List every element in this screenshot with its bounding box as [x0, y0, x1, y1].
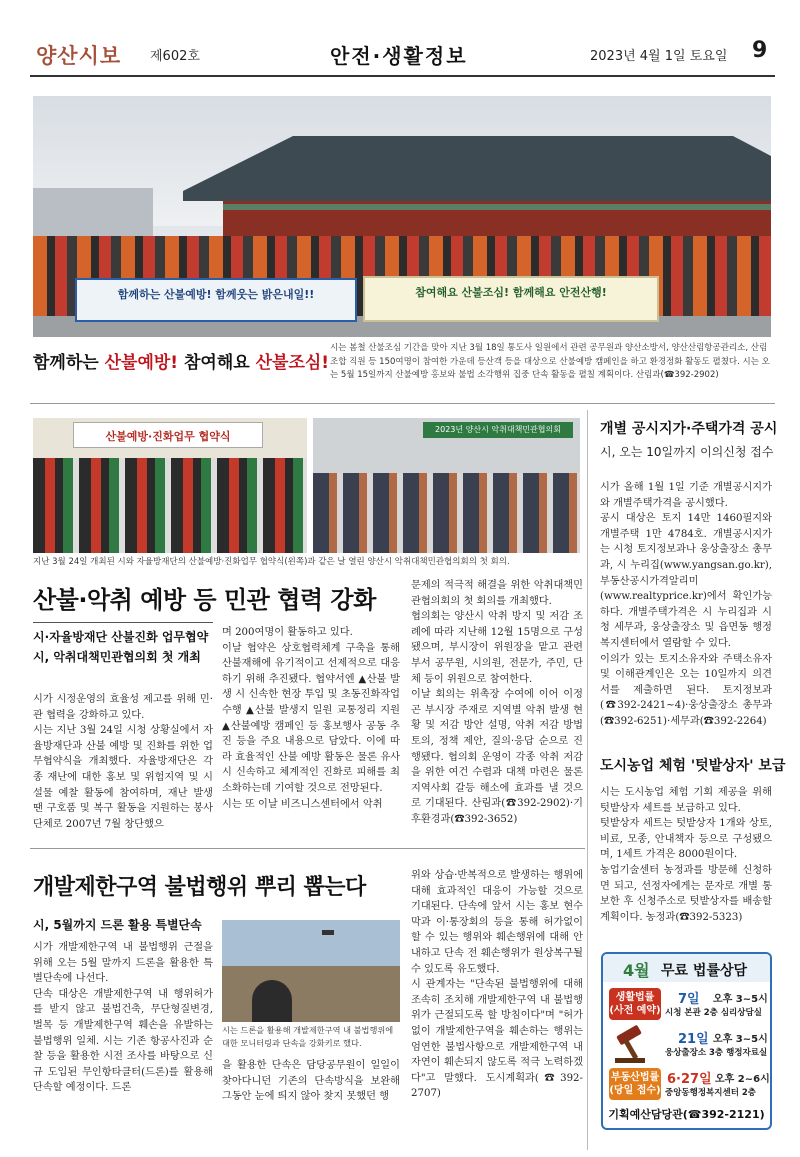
article2-col3: 위와 상습·반복적으로 발생하는 행위에 대해 효과적인 대응이 가능할 것으로 기대된다. 단속에 앞서 시는 홍보 현수막과 이·통장회의 등을 통해 허가없이 할 수 있는 행위와 훼손행위에 대해 안내하고 단속 전 훼손행위가 원상복구될 수 있도록 유도했다. 시 관계자는 "단속된 불법행위에 대해 조속히 조치해 개발제한구역 내 불법행위가 근절되도록 할 방침이다"며 "허가없이 개발제한구역을 훼손하는 행위는 엄연한 불법사항으로 개발제한구역 내 자연이 훼손되지 않도록 적극 노력하겠다"고 말했다. 도시계획과(☎392-2707): [411, 870, 583, 1100]
campaign-photo: [33, 96, 771, 337]
article2-col1: 시가 개발제한구역 내 불법행위 근절을 위해 오는 5월 말까지 드론을 활용한 특별단속에 나선다. 단속 대상은 개발제한구역 내 행위허가를 받지 않고 불법건축, 무단형질변경, 벌목 등 개발제한구역 훼손을 유발하는 불법행위 일체. 시는 기존 항공사진과 순찰 등을 활용한 시전 조사를 바탕으로 신규 도입된 무인항타클터(드론)를 활용해 단속할 예정이다. 드론: [33, 942, 213, 1094]
legal-tag-life: 생활법률 (사전 예약): [609, 988, 661, 1020]
article1-col3: 문제의 적극적 해결을 위한 악취대책민관협의회의 첫 회의를 개최했다. 협의회는 양산시 악취 방지 및 저감 조례에 따라 지난해 12월 15명으로 구성됐으며, 부시장이 위원장을 맡고 관련 부서 공무원, 시의원, 전문가, 주민, 단체 등이 위원으로 참여한다. 이날 회의는 위촉장 수여에 이어 이정곤 부시장 주재로 지역별 악취 발생 현황 및 저감 방안 설명, 악취 저감 방법 토의, 정책 제안, 질의·응답 순으로 진행됐다. 협의회 운영이 각종 악취 저감을 위한 여건 수렴과 대책 마련은 물론 지역사회 갈등 해소에 효과를 낼 것으로 기대된다. 산림과(☎392-2902)·기후환경과(☎392-3652): [411, 580, 583, 825]
article2-title: 개발제한구역 불법행위 뿌리 뽑는다: [33, 875, 366, 900]
issue-date: 2023년 4월 1일 토요일: [590, 49, 728, 64]
article2-subtitle: 시, 5월까지 드론 활용 특별단속: [33, 918, 202, 932]
newspaper-logo: 양산시보: [36, 43, 122, 68]
banner-left: 함께하는 산불예방! 함께웃는 밝은내일!!: [75, 278, 357, 322]
section-title: 안전·생활정보: [330, 44, 468, 68]
odor-meeting-photo: 2023년 양산시 악취대책민관협의회: [313, 418, 580, 553]
mid-photo-caption: 지난 3월 24일 개최된 시와 자율방재단의 산불예방·진화업무 협약식(왼쪽)과 같은 날 열린 양산시 악취대책민관협의회의 첫 회의.: [33, 557, 510, 567]
legal-title: 무료 법률상담: [661, 963, 748, 979]
article2-col2: 을 활용한 단속은 담당공무원이 일일이 찾아다니던 기존의 단속방식을 보완해 그동안 눈에 띄지 않아 찾지 못했던 행: [222, 1060, 400, 1103]
mou-photo: 산불예방·진화업무 협약식: [33, 418, 307, 553]
side1-body: 시가 올해 1월 1일 기준 개별공시지가와 개별주택가격을 공시했다. 공시 대상은 토지 14만 1460필지와 개별주택 1만 4784호. 개별공시지가는 시청 토지정보과나 웅상출장소 총무과, 시 누리집(www.yangsan.go.kr), 부동산공시가격알리미(www.realtyprice.kr)에서 확인가능하다. 개별주택가격은 시 누리집과 시청 세무과, 웅상출장소 및 읍면동 행정복지센터에서 열람할 수 있다. 이의가 있는 토지소유자와 주택소유자 및 이해관계인은 오는 10일까지 의견서를 제출하면 된다. 토지정보과(☎392-2421~4)·웅상출장소 총무과(☎392-6251)·세무과(☎392-2264): [600, 482, 772, 727]
legal-consultation-box: 4월 무료 법률상담 생활법률 (사전 예약) 7일 오후 3~5시 시청 본관 2층 심리상담실 21일 오후 3~5시 웅상출장소 3층 행정자료실 부동산법률 (당일 접수) 6·27일 오후 2~6시 중앙동행정복지센터 2층 기획예산담당관(☎392-2121): [601, 952, 772, 1130]
article1-subtitle-1: 시·자율방재단 산불진화 업무협약: [33, 630, 209, 644]
issue-number: 제602호: [150, 49, 200, 64]
drone-photo: [222, 920, 400, 1022]
header-rule: [30, 75, 775, 77]
legal-tag-realestate: 부동산법률 (당일 접수): [609, 1068, 661, 1100]
drone-caption: 시는 드론을 활용해 개발제한구역 내 불법행위에 대한 모니터링과 단속을 강화키로 했다.: [222, 1025, 394, 1048]
banner-right: 참여해요 산불조심! 함께해요 안전산행!: [363, 276, 659, 322]
side2-body: 시는 도시농업 체험 기회 제공을 위해 텃밭상자 세트를 보급하고 있다. 텃밭상자 세트는 텃밭상자 1개와 상토, 비료, 모종, 안내책자 등으로 구성됐으며, 1세트 가격은 8000원이다. 농업기술센터 농정과를 방문해 신청하면 되고, 선정자에게는 문자로 개별 통보한 후 신청주소로 텃밭상자를 배송할 계획이다. 농정과(☎392-5323): [600, 787, 772, 923]
page-number: 9: [752, 38, 768, 63]
photo-caption: 시는 봄철 산불조심 기간을 맞아 지난 3월 18일 통도사 일원에서 관련 공무원과 양산소방서, 양산산림항공관리소, 산림조합 직원 등 150여명이 참여한 가운데 등산객 등을 대상으로 산불예방 캠페인을 하고 환경정화 활동도 펼쳤다. 시는 오는 5월 15일까지 산불예방 홍보와 불법 소각행위 집중 단속 활동을 펼칠 계획이다. 산림과(☎392-2902): [330, 343, 770, 380]
side1-subtitle: 시, 오는 10일까지 이의신청 접수: [600, 445, 774, 459]
side1-title: 개별 공시지가·주택가격 공시: [600, 421, 778, 437]
legal-month: 4월: [623, 961, 650, 980]
article1-subtitle-2: 시, 악취대책민관협의회 첫 개최: [33, 650, 201, 664]
photo-headline: 함께하는 산불예방! 참여해요 산불조심!: [33, 353, 330, 373]
article1-title: 산불·악취 예방 등 민관 협력 강화: [33, 586, 376, 614]
article1-col1: 시가 시정운영의 효율성 제고를 위해 민·관 협력을 강화하고 있다. 시는 지난 3월 24일 시청 상황실에서 자율방재단과 산불 예방 및 진화를 위한 업무협약식을 개최했다. 자율방재단은 각종 재난에 대한 홍보 및 위험지역 및 시설물 예찰 활동에 참여하며, 재난 발생 땐 구호품 및 복구 활동을 지원하는 봉사단체로 2007년 7월 창단했으: [33, 694, 213, 830]
gavel-icon: [613, 1024, 653, 1064]
article1-col2: 며 200여명이 활동하고 있다. 이날 협약은 상호협력체계 구축을 통해 산불재해에 유기적이고 선제적으로 대응하기 위해 추진됐다. 협약서엔 ▲산불 발생 시 신속한 현장 투입 및 초동진화작업 수행 ▲산불 발생지 일원 교통정리 지원 ▲산불예방 캠페인 등 홍보행사 공동 추진 등을 주요 내용으로 담았다. 이에 따라 효율적인 산불 예방 활동은 물론 유사 시 신속하고 체계적인 진화로 피해를 최소화하는데 기여할 것으로 전망된다. 시는 또 이날 비즈니스센터에서 악취: [222, 627, 400, 810]
legal-contact: 기획예산담당관(☎392-2121): [608, 1108, 765, 1121]
side2-title: 도시농업 체험 '텃밭상자' 보급: [600, 758, 786, 774]
